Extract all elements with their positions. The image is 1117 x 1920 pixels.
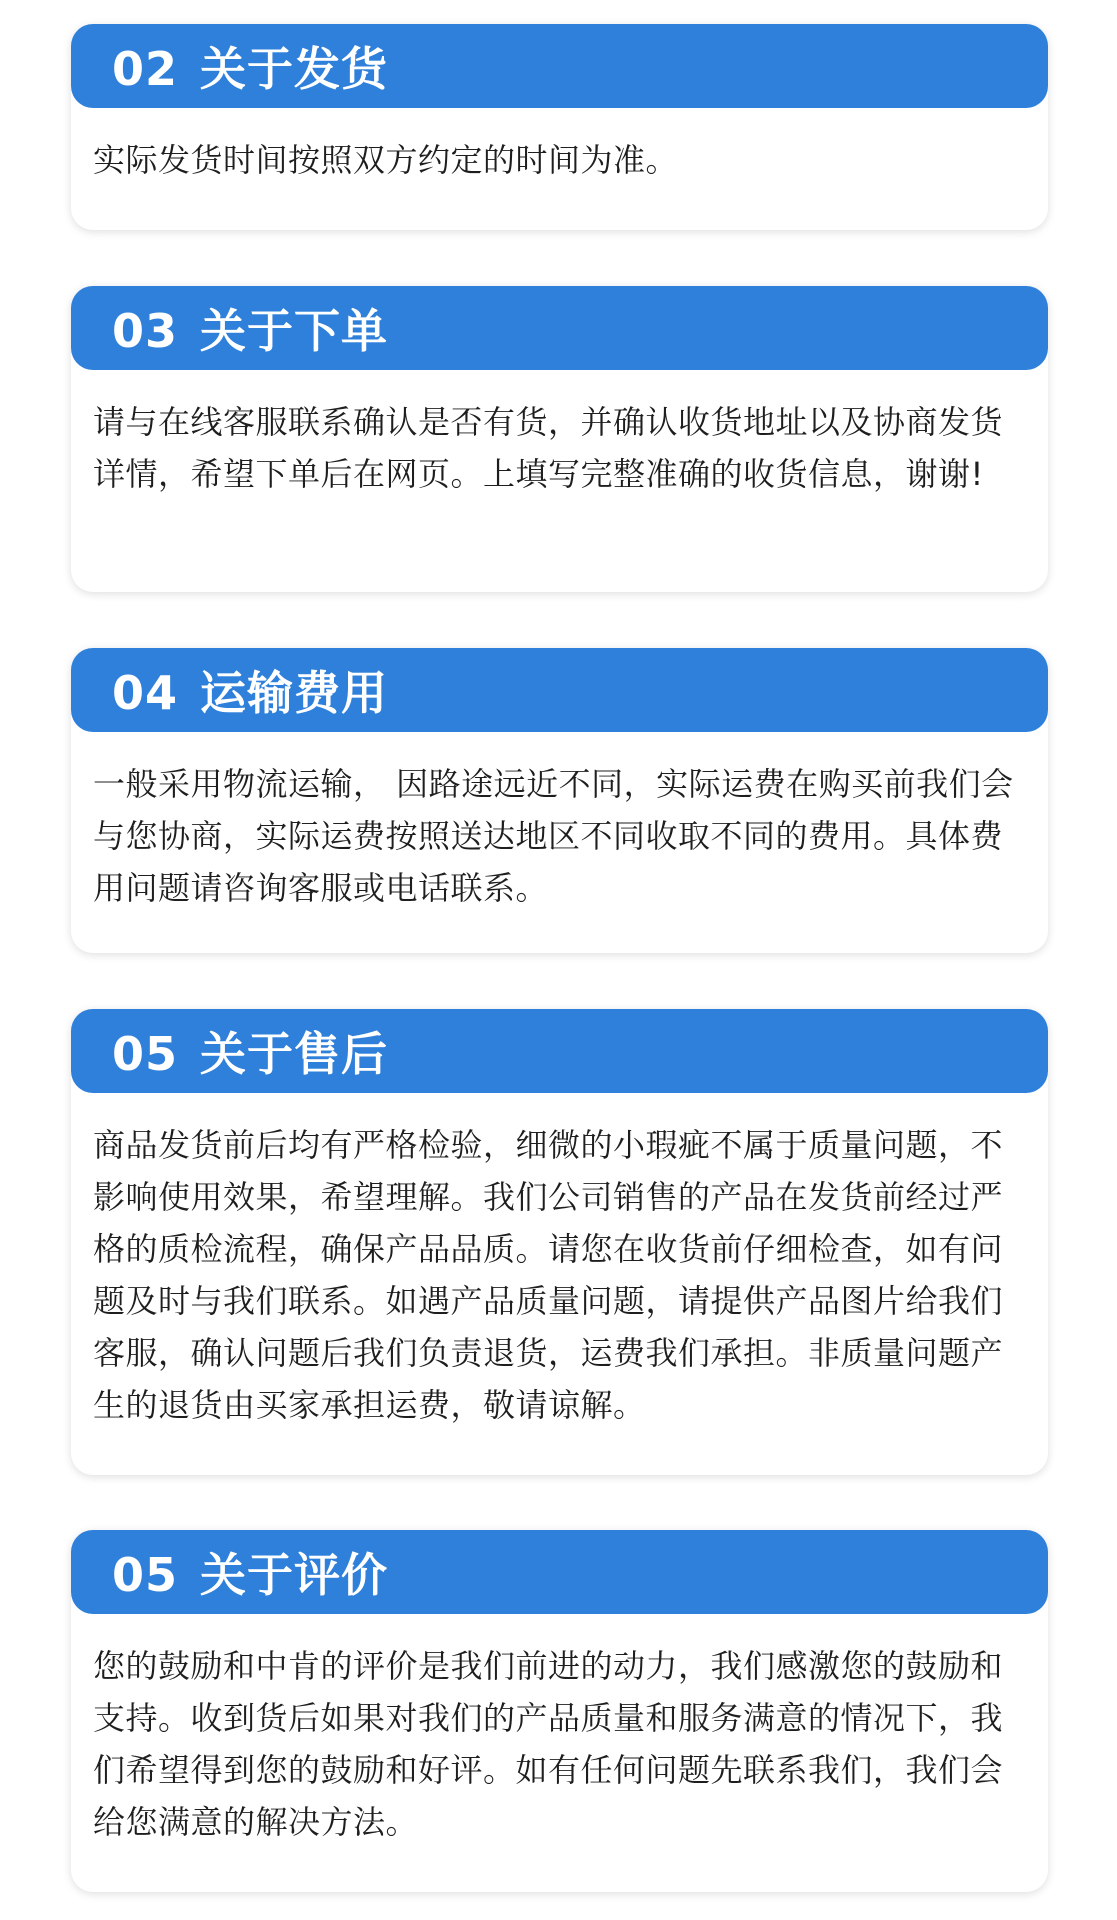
section-body-text: 请与在线客服联系确认是否有货，并确认收货地址以及协商发货详情，希望下单后在网页。上填写完整准确的收货信息，谢谢! — [93, 403, 1004, 493]
section-body-text: 一般采用物流运输， 因路途远近不同，实际运费在购买前我们会与您协商，实际运费按照送达地区不同收取不同的费用。具体费用问题请咨询客服或电话联系。 — [93, 765, 1014, 907]
section-header — [71, 648, 1048, 732]
section-card-ordering — [71, 286, 1048, 592]
section-card-reviews — [71, 1530, 1048, 1892]
section-title-text: 运输费用 — [200, 666, 389, 720]
section-card-freight — [71, 648, 1048, 953]
section-title — [112, 295, 388, 361]
section-card-shipping — [71, 24, 1048, 230]
section-title-text: 关于下单 — [200, 304, 389, 358]
section-number: 05 — [112, 1027, 179, 1081]
section-title — [112, 33, 388, 99]
section-title-text: 关于发货 — [200, 42, 389, 96]
section-title-text: 关于评价 — [200, 1548, 389, 1602]
section-header — [71, 24, 1048, 108]
section-body-text: 商品发货前后均有严格检验，细微的小瑕疵不属于质量问题，不影响使用效果，希望理解。我们公司销售的产品在发货前经过严格的质检流程，确保产品品质。请您在收货前仔细检查，如有问题及时与我们联系。如遇产品质量问题，请提供产品图片给我们客服，确认问题后我们负责退货，运费我们承担。非质量问题产生的退货由买家承担运费，敬请谅解。 — [93, 1126, 1004, 1424]
section-number: 04 — [112, 666, 179, 720]
section-number: 02 — [112, 42, 179, 96]
section-card-after-sales — [71, 1009, 1048, 1475]
section-header — [71, 1530, 1048, 1614]
section-title — [112, 657, 388, 723]
section-header — [71, 1009, 1048, 1093]
section-title-text: 关于售后 — [200, 1027, 389, 1081]
section-number: 03 — [112, 304, 179, 358]
section-title — [112, 1539, 388, 1605]
section-title — [112, 1018, 388, 1084]
section-body-text: 您的鼓励和中肯的评价是我们前进的动力，我们感激您的鼓励和支持。收到货后如果对我们的产品质量和服务满意的情况下，我们希望得到您的鼓励和好评。如有任何问题先联系我们，我们会给您满意的解决方法。 — [93, 1647, 1004, 1841]
section-body-text: 实际发货时间按照双方约定的时间为准。 — [93, 141, 679, 179]
section-number: 05 — [112, 1548, 179, 1602]
section-header — [71, 286, 1048, 370]
